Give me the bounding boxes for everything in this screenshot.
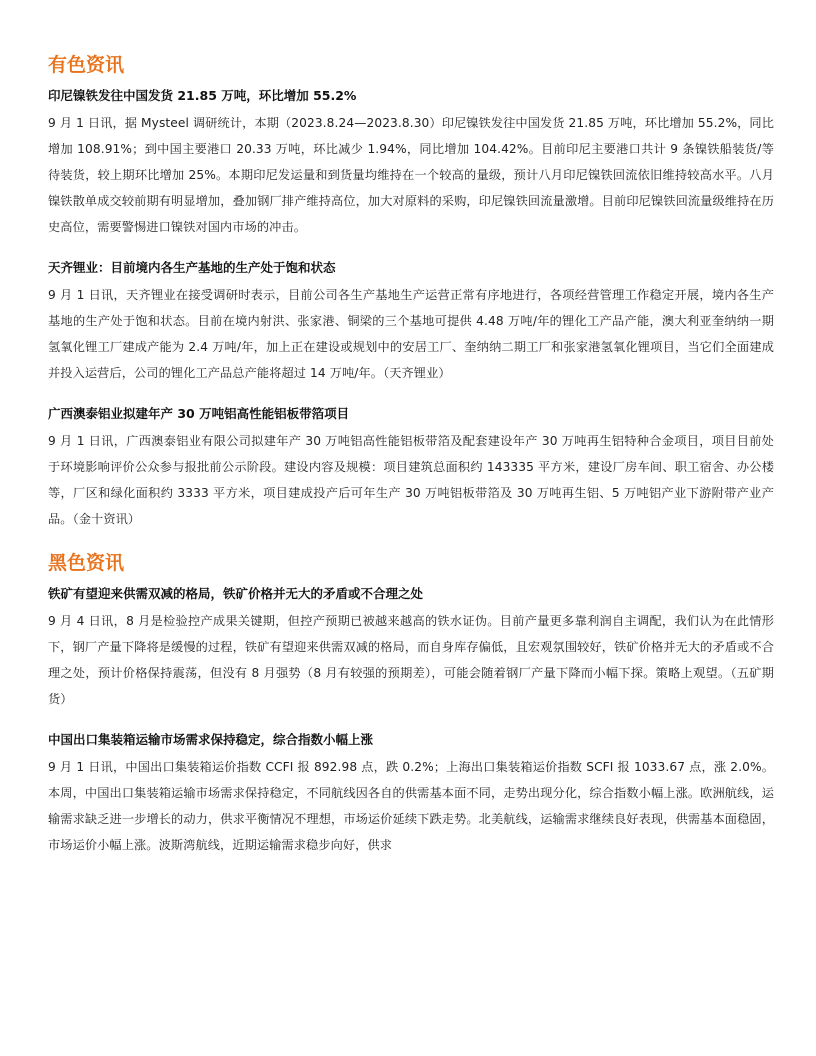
article-container-shipping (48, 730, 774, 858)
article-body: 9 月 1 日讯，广西澳泰铝业有限公司拟建年产 30 万吨铝高性能铝板带箔及配套建设年产 30 万吨再生铝特种合金项目，项目目前处于环境影响评价公众参与报批前公示阶段。建设内容及规模：项目建筑总面积约 143335 平方米，建设厂房车间、职工宿舍、办公楼等，厂区和绿化面积约 3333 平方米，项目建成投产后可年生产 30 万吨铝板带箔及 30 万吨再生铝、5 万吨铝产业下游附带产业产品。（金十资讯） (48, 434, 774, 526)
article-headline: 广西澳泰铝业拟建年产 30 万吨铝高性能铝板带箔项目 (48, 406, 350, 421)
article-headline: 印尼镍铁发往中国发货 21.85 万吨，环比增加 55.2% (48, 88, 357, 103)
article-aotai-aluminum (48, 404, 774, 532)
article-body: 9 月 4 日讯，8 月是检验控产成果关键期，但控产预期已被越来越高的铁水证伪。目前产量更多靠利润自主调配，我们认为在此情形下，钢厂产量下降将是缓慢的过程，铁矿有望迎来供需双减的格局，而自身库存偏低，且宏观氛围较好，铁矿价格并无大的矛盾或不合理之处，预计价格保持震荡，但没有 8 月强势（8 月有较强的预期差），可能会随着钢厂产量下降而小幅下探。策略上观望。（五矿期货） (48, 614, 774, 706)
article-iron-ore (48, 584, 774, 712)
section-title-ferrous: 黑色资讯 (48, 552, 125, 574)
news-page (48, 52, 774, 876)
article-tianqi-lithium (48, 258, 774, 386)
article-headline: 天齐锂业：目前境内各生产基地的生产处于饱和状态 (48, 260, 336, 275)
article-headline: 中国出口集装箱运输市场需求保持稳定，综合指数小幅上涨 (48, 732, 374, 747)
article-body: 9 月 1 日讯，天齐锂业在接受调研时表示，目前公司各生产基地生产运营正常有序地进行，各项经营管理工作稳定开展，境内各生产基地的生产处于饱和状态。目前在境内射洪、张家港、铜梁的三个基地可提供 4.48 万吨/年的锂化工产品产能，澳大利亚奎纳纳一期氢氧化锂工厂建成产能为 2.4 万吨/年，加上正在建设或规划中的安居工厂、奎纳纳二期工厂和张家港氢氧化锂项目，当它们全面建成并投入运营后，公司的锂化工产品总产能将超过 14 万吨/年。（天齐锂业） (48, 288, 774, 380)
article-nickel-iron (48, 86, 774, 240)
article-headline: 铁矿有望迎来供需双减的格局，铁矿价格并无大的矛盾或不合理之处 (48, 586, 424, 601)
article-body: 9 月 1 日讯，据 Mysteel 调研统计，本期（2023.8.24—2023.8.30）印尼镍铁发往中国发货 21.85 万吨，环比增加 55.2%，同比增加 108.91%；到中国主要港口 20.33 万吨，环比减少 1.94%，同比增加 104.42%。目前印尼主要港口共计 9 条镍铁船装货/等待装货，较上期环比增加 25%。本期印尼发运量和到货量均维持在一个较高的量级，预计八月印尼镍铁回流依旧维持较高水平。八月镍铁散单成交较前期有明显增加，叠加钢厂排产维持高位，加大对原料的采购，印尼镍铁回流量激增。目前印尼镍铁回流量级维持在历史高位，需要警惕进口镍铁对国内市场的冲击。 (48, 116, 774, 234)
article-body: 9 月 1 日讯，中国出口集装箱运价指数 CCFI 报 892.98 点，跌 0.2%；上海出口集装箱运价指数 SCFI 报 1033.67 点，涨 2.0%。本周，中国出口集装箱运输市场需求保持稳定，不同航线因各自的供需基本面不同，走势出现分化，综合指数小幅上涨。欧洲航线，运输需求缺乏进一步增长的动力，供求平衡情况不理想，市场运价延续下跌走势。北美航线，运输需求继续良好表现，供需基本面稳固，市场运价小幅上涨。波斯湾航线，近期运输需求稳步向好，供求 (48, 760, 774, 852)
section-title-nonferrous: 有色资讯 (48, 54, 125, 76)
